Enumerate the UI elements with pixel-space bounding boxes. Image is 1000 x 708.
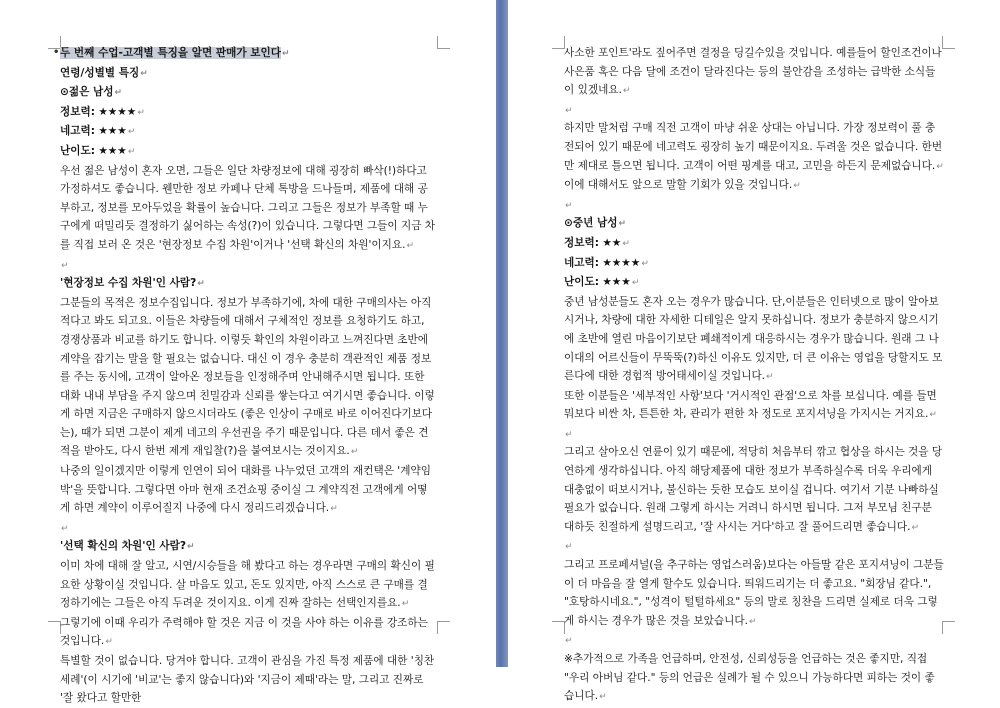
subheading-field-info: '현장정보 수집 차원'인 사람?↵ [60,277,205,290]
empty-line: ↵ [565,105,573,116]
page-gutter [496,0,508,667]
subheading-young-male: ⊙젊은 남성↵ [60,86,123,99]
body-paragraph: 그리고 프로페셔널(을 추구하는 영업스러움)보다는 아들딸 같은 포지셔닝이 그분들이 더 마음을 잘 열게 할수도 있습니다. 띄워드리기는 더 좋고요. "회장님 같다.", "호탕하시네요.", "성격이 털털하세요" 등의 말로 칭찬을 드리면 실제로 더욱 그렇게 하시는 경우가 많은 것을 보았습니다.↵ [564,559,944,627]
star-rating: ★★★ [98,144,127,157]
body-paragraph: 그렇기에 이때 우리가 주력해야 할 것은 지금 이 것을 사야 하는 이유를 강조하는 것입니다.↵ [60,616,428,648]
crop-mark [437,621,450,634]
body-paragraph: 이에 대해서도 앞으로 말할 기회가 있을 것입니다.↵ [564,179,801,192]
star-rating: ★★★ [98,125,127,138]
bullet-icon: • [53,47,60,58]
subheading-age-gender: 연령/성별별 특징↵ [60,66,148,79]
empty-line: ↵ [565,636,573,647]
star-rating: ★★★★ [98,105,137,118]
body-paragraph: 중년 남성분들도 혼자 오는 경우가 많습니다. 단,이분들은 인터넷으로 많이 알아보시거나, 차량에 대한 자세한 디테일은 알지 못하십니다. 정보가 충분하지 않으시기에 초반에 열린 마음이기보단 폐쇄적이게 대응하시는 경우가 많습니다. 원래 그 나이대의 어르신들이 무뚝뚝(?)하신 이유도 있지만, 더 큰 이유는 영업을 당할지도 모른다에 대한 경험적 방어태세이실 것입니다.↵ [564,295,943,383]
body-paragraph: 특별할 것이 없습니다. 당겨야 합니다. 고객이 관심을 가진 특정 제품에 대한 '칭찬세례'(이 시기에 '비교'는 좋지 않습니다)와 '지금이 제때'라는 말, 그리고 진짜로 '잘 왔다고 할만한 [60,655,435,705]
body-paragraph: 나중의 일이겠지만 이렇게 인연이 되어 대화를 나누었던 고객의 재컨택은 '계약임박'을 뜻합니다. 그렇다면 아마 현재 조건쇼핑 중이실 그 계약직전 고객에게 어떻게 하면 계약이 이루어질지 나중에 다시 정리드리겠습니다.↵ [60,465,431,515]
rating-nego: 네고력: ★★★★↵ [564,256,649,269]
empty-line: ↵ [61,523,69,534]
left-text-column[interactable] [53,44,437,708]
empty-line: ↵ [565,542,573,553]
body-paragraph: 우선 젊은 남성이 혼자 오면, 그들은 일단 차량정보에 대해 굉장히 빠삭(!)하다고 가정하셔도 좋습니다. 웬만한 정보 카페나 단체 톡방을 드나들며, 제품에 대해 공부하고, 정보를 모아두었을 확률이 높습니다. 그리고 그들은 정보가 부족할 때 누구에게 떠밀리듯 결정하기 싫어하는 속성(?)이 있습니다. 그렇다면 그들이 지금 차를 직접 보러 온 것은 '현장정보 수집 차원'이거나 '선택 확신의 차원'이지요.↵ [60,164,436,251]
star-rating: ★★ [602,236,622,249]
body-paragraph: 그분들의 목적은 정보수집입니다. 정보가 부족하기에, 차에 대한 구매의사는 아직 적다고 봐도 되고요. 이들은 차량들에 대해서 구체적인 정보를 요청하기도 하고, 경쟁상품과 비교를 하기도 합니다. 이렇듯 확인의 차원이라고 느껴진다면 초반에 계약을 잡기는 말을 할 필요는 없습니다. 대신 이 경우 충분히 객관적인 제품 정보를 주는 동시에, 고객이 알아온 정보들을 인정해주며 안내해주시면 됩니다. 또한 대화 내내 부담을 주지 않으며 친밀감과 신뢰를 쌓는다고 여기시면 좋습니다. 이렇게 하면 지금은 구매하지 않으시더라도 (좋은 인상이 구매로 바로 이어진다기보다는), 때가 되면 그분이 제게 네고의 우선권을 주기 때문입니다. 다른 데서 좋은 견적을 받아도, 다시 한번 제게 재입찰(?)을 붙여보시는 것이지요.↵ [60,296,435,458]
rating-difficulty: 난이도: ★★★↵ [564,276,640,289]
rating-info: 정보력: ★★↵ [564,236,630,249]
star-rating: ★★★ [602,276,631,289]
empty-line: ↵ [565,429,573,440]
body-paragraph: 또한 이분들은 '세부적인 사항'보다 '거시적인 관점'으로 차를 보십니다. 예를 들면 뭐보다 비싼 차, 튼튼한 차, 관리가 편한 차 정도로 포지셔닝을 가지시는 거지요.↵ [564,389,937,421]
section-heading: • 두 번째 수업-고객별 특징을 알면 판매가 보인다↵ [60,44,437,64]
body-paragraph: 이미 차에 대해 잘 알고, 시연/시승들을 해 봤다고 하는 경우라면 구매의 확신이 필요한 상황이실 것입니다. 살 마음도 있고, 돈도 있지만, 아직 스스로 큰 구매를 결정하기에는 그들은 아직 두려운 것이지요. 이게 진짜 잘하는 선택인지를요.↵ [60,560,435,610]
crop-mark [437,36,450,49]
body-paragraph: 하지만 말처럼 구매 직전 고객이 마냥 쉬운 상대는 아닙니다. 가장 정보력이 풀 충전되어 있기 때문에 네고력도 굉장히 높기 때문이지요. 두려울 것은 없습니다. 한번만 제대로 틀으면 됩니다. 고객이 어떤 핑계를 대고, 고민을 하든지 문제없습니다.↵ [564,122,944,172]
body-paragraph: 사소한 포인트'라도 짚어주면 결정을 딩길수있을 것입니다. 예를들어 할인조건이나 사은품 혹은 다음 달에 조건이 달라진다는 등의 불안감을 조성하는 급박한 소식들이 있겠네요.↵ [564,47,942,97]
star-rating: ★★★★ [602,256,641,269]
subheading-middle-aged-male: ⊙중년 남성↵ [564,217,627,230]
body-paragraph: 그리고 살아오신 연륜이 있기 때문에, 적당히 처음부터 깎고 협상을 하시는 것을 당연하게 생각하십니다. 아직 해당제품에 대한 정보가 부족하실수록 더욱 우리에게 대충없이 떠보시거나, 불신하는 듯한 모습도 보이실 겁니다. 여기서 기분 나빠하실 필요가 없습니다. 원래 그렇게 하시는 거려니 하시면 됩니다. 그저 부모님 친구분 대하듯 친절하게 설명드리고, '잘 사시는 거다'하고 잘 풀어드리면 좋습니다.↵ [564,446,943,533]
empty-line: ↵ [61,260,69,271]
rating-info: 정보력: ★★★★↵ [60,105,145,118]
subheading-choice-confidence: '선택 확신의 차원'인 사람?↵ [60,540,195,553]
right-text-column[interactable] [564,44,944,707]
body-paragraph: ※추가적으로 가족을 언급하며, 안전성, 신뢰성등을 언급하는 것은 좋지만, 직접 "우리 아버님 같다." 등의 언급은 실례가 될 수 있으니 가능하다면 피하는 것이 좋습니다.↵ [564,653,935,703]
document-page-right[interactable] [508,0,1000,703]
document-page-left[interactable] [0,0,496,705]
rating-difficulty: 난이도: ★★★↵ [60,144,136,157]
rating-nego: 네고력: ★★★↵ [60,125,136,138]
empty-line: ↵ [565,200,573,211]
